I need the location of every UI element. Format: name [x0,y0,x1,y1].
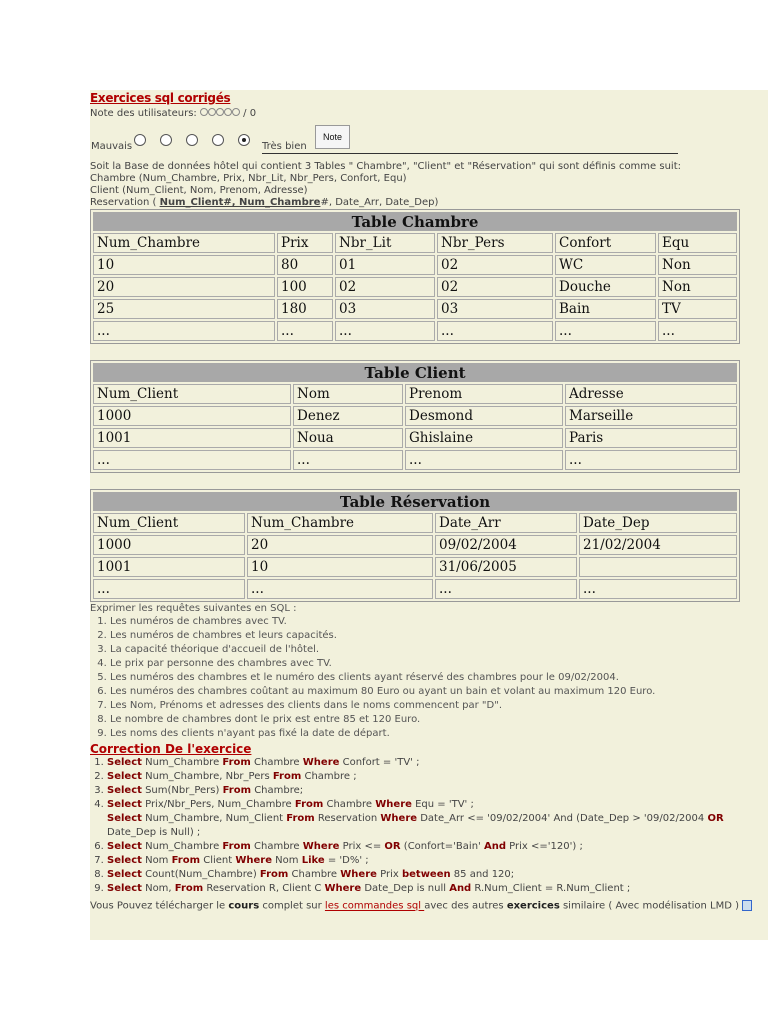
sql-text: Chambre; [251,785,304,796]
article [90,90,768,940]
table-cell: Bain [555,299,656,319]
sql-text: Nom [141,855,172,866]
table-cell: Noua [293,428,403,448]
table-header-row [93,233,737,253]
table-title: Table Chambre [93,212,737,231]
sql-keyword: From [222,841,251,852]
table-cell: 20 [93,277,275,297]
commandes-sql-link[interactable]: les commandes sql [324,900,425,912]
sql-keyword: From [294,799,324,810]
footer-part: complet sur [259,900,325,912]
sql-keyword: From [286,813,315,824]
table-cell: ... [335,321,435,341]
sql-keyword: And [449,883,472,894]
question-item: 8. Le nombre de chambres dont le prix est entre 85 et 120 Euro. [110,713,768,727]
sql-text: Date_Dep is null [361,883,450,894]
rating-high-label: Très bien [262,141,307,152]
table-cell: Num_Client [93,384,291,404]
table-cell: Marseille [565,406,737,426]
sql-keyword: From [171,855,201,866]
table-cell: 1001 [93,428,291,448]
answer-item [90,812,768,840]
table-client [90,360,740,473]
question-item: 5. Les numéros des chambres et le numéro des clients ayant réservé des chambres pour le 09/02/2004. [110,671,768,685]
sql-text: Chambre [250,841,303,852]
table-cell: 03 [335,299,435,319]
table-cell [579,557,737,577]
sql-text: Num_Chambre, Num_Client [141,813,287,824]
table-cell: 1001 [93,557,245,577]
footer-part: similaire ( Avec modélisation LMD ) [559,900,740,912]
sql-keyword: Select [107,771,142,782]
sql-text: Num_Chambre [141,757,223,768]
table-cell: 20 [247,535,433,555]
table-cell: Date_Arr [435,513,577,533]
question-item: 1. Les numéros de chambres avec TV. [110,615,768,629]
sql-keyword: Select [107,883,142,894]
sql-keyword: From [222,785,252,796]
table-header-row [93,513,737,533]
rating-radio-3[interactable] [186,134,198,146]
sql-text: R.Num_Client = R.Num_Client ; [471,883,631,894]
table-cell: ... [565,450,737,470]
sql-keyword: Select [107,757,142,768]
sql-keyword: Select [107,785,142,796]
correction-title: Correction De l'exercice [90,742,252,756]
table-row [93,557,737,577]
table-row [93,321,737,341]
answers-list [90,756,768,896]
table-cell: Nbr_Lit [335,233,435,253]
sql-keyword: From [259,869,289,880]
table-cell: ... [293,450,403,470]
sql-keyword: Where [375,799,412,810]
table-row [93,299,737,319]
footer-bold: exercices [506,900,560,912]
table-cell: Desmond [405,406,563,426]
table-cell: Nbr_Pers [437,233,553,253]
intro-line: Chambre (Num_Chambre, Prix, Nbr_Lit, Nbr_Pers, Confort, Equ) [90,173,407,184]
sql-keyword: And [483,841,506,852]
sql-text: Num_Chambre, Nbr_Pers [141,771,273,782]
answer-item [107,840,768,854]
sql-text: Sum(Nbr_Pers) [141,785,223,796]
table-chambre [90,209,740,344]
table-cell: Num_Client [93,513,245,533]
table-cell: 100 [277,277,333,297]
user-rating-label: Note des utilisateurs: [90,108,197,119]
sql-keyword: Select [107,799,142,810]
table-cell: 09/02/2004 [435,535,577,555]
page-title-link[interactable]: Exercices sql corrigés [90,91,231,105]
rating-radio-4[interactable] [212,134,224,146]
answer-item [107,770,768,784]
sql-text: Prix [376,869,402,880]
sql-text: 85 and 120; [450,869,515,880]
table-cell: Denez [293,406,403,426]
answer-item [107,798,768,812]
answer-item [107,784,768,798]
table-cell: WC [555,255,656,275]
sql-keyword: Where [340,869,377,880]
table-cell: 02 [437,255,553,275]
table-cell: ... [93,450,291,470]
table-cell: ... [437,321,553,341]
table-row [93,255,737,275]
sql-text: (Confort='Bain' [400,841,484,852]
footer-bold: cours [228,900,260,912]
table-cell: ... [93,321,275,341]
question-item: 7. Les Nom, Prénoms et adresses des clients dans le noms commencent par "D". [110,699,768,713]
table-cell: ... [658,321,737,341]
intro-text-part: Reservation ( [90,197,160,208]
note-submit-button[interactable]: Note [315,125,350,149]
sql-keyword: OR [707,813,724,824]
sql-text: Chambre [288,869,341,880]
answer-item [107,854,768,868]
table-cell: Date_Dep [579,513,737,533]
table-cell: Equ [658,233,737,253]
table-cell: Non [658,277,737,297]
table-cell: ... [435,579,577,599]
table-cell: 80 [277,255,333,275]
table-cell: Douche [555,277,656,297]
user-rating-summary [90,107,768,119]
answer-item [107,882,768,896]
footer-part: Vous Pouvez télécharger le [90,900,229,912]
sql-keyword: Select [107,855,142,866]
rating-form [90,119,768,161]
table-title: Table Réservation [93,492,737,511]
sql-text: Num_Chambre [141,841,223,852]
sql-keyword: Select [107,841,142,852]
table-cell: Non [658,255,737,275]
sql-text: Chambre ; [301,771,357,782]
sql-keyword: Where [302,841,340,852]
table-cell: ... [93,579,245,599]
rating-stars-icon [200,107,240,119]
sql-keyword: Where [380,813,418,824]
table-cell: 02 [335,277,435,297]
table-cell: Prix [277,233,333,253]
table-cell: ... [405,450,563,470]
table-cell: Num_Chambre [247,513,433,533]
user-rating-score: / 0 [243,108,257,119]
sql-text: Date_Dep is Null) ; [107,827,201,838]
sql-text: = 'D%' ; [324,855,369,866]
footer-part: avec des autres [424,900,507,912]
sql-keyword: From [272,771,302,782]
sql-keyword: between [401,869,451,880]
sql-text: Chambre [323,799,376,810]
rating-low-label: Mauvais [91,141,133,152]
table-cell: 10 [93,255,275,275]
sql-keyword: Select [107,869,142,880]
sql-keyword: Like [301,855,325,866]
answer-item [107,868,768,882]
sql-keyword: From [222,757,251,768]
rating-radio-1[interactable] [134,134,146,146]
table-cell: ... [277,321,333,341]
table-row [93,535,737,555]
sql-text: Prix <='120') ; [506,841,583,852]
table-reservation [90,489,740,602]
sql-text: Chambre [250,757,303,768]
sql-keyword: Where [302,757,340,768]
sql-text: Reservation R, Client C [203,883,325,894]
document-icon[interactable] [742,900,752,911]
sql-keyword: Where [324,883,362,894]
table-cell: ... [247,579,433,599]
table-cell: Confort [555,233,656,253]
table-cell: 02 [437,277,553,297]
table-cell: Prenom [405,384,563,404]
question-item: 3. La capacité théorique d'accueil de l'hôtel. [110,643,768,657]
table-cell: 31/06/2005 [435,557,577,577]
intro-line: Client (Num_Client, Nom, Prenom, Adresse) [90,185,308,196]
table-row [93,277,737,297]
table-cell: ... [555,321,656,341]
table-row [93,406,737,426]
rating-radio-2[interactable] [160,134,172,146]
table-cell: 01 [335,255,435,275]
questions-intro: Exprimer les requêtes suivantes en SQL : [90,603,297,614]
table-cell: ... [579,579,737,599]
table-row [93,428,737,448]
table-cell: 25 [93,299,275,319]
rating-radio-5[interactable] [238,134,250,146]
question-item: 2. Les numéros de chambres et leurs capacités. [110,629,768,643]
sql-keyword: Select [107,813,142,824]
table-cell: 21/02/2004 [579,535,737,555]
table-cell: Paris [565,428,737,448]
sql-text: Prix <= [339,841,385,852]
sql-text: Confort = 'TV' ; [339,757,420,768]
answer-item [107,756,768,770]
question-item: 6. Les numéros des chambres coûtant au maximum 80 Euro ou ayant un bain et volant au maximum 120 Euro. [110,685,768,699]
intro-text [90,161,768,209]
table-cell: 1000 [93,535,245,555]
table-cell: 1000 [93,406,291,426]
table-title: Table Client [93,363,737,382]
intro-text-part: #, Date_Arr, Date_Dep) [320,197,439,208]
table-cell: 03 [437,299,553,319]
sql-text: Date_Arr <= '09/02/2004' And (Date_Dep > '09/02/2004 [417,813,708,824]
sql-keyword: Where [235,855,272,866]
table-cell: Nom [293,384,403,404]
question-item: 9. Les noms des clients n'ayant pas fixé la date de départ. [110,727,768,741]
sql-text: Reservation [314,813,381,824]
divider [262,153,678,154]
questions-list [90,615,768,741]
sql-text: Client [200,855,236,866]
table-cell: Num_Chambre [93,233,275,253]
sql-text: Nom, [141,883,175,894]
intro-line: Soit la Base de données hôtel qui contient 3 Tables " Chambre", "Client" et "Réservation" qui sont définis comme suit: [90,161,681,172]
primary-key-text: Num_Client#, Num_Chambre [159,197,321,208]
question-item: 4. Le prix par personne des chambres avec TV. [110,657,768,671]
sql-text: Count(Num_Chambre) [141,869,260,880]
sql-keyword: OR [384,841,401,852]
intro-line-reservation [90,197,768,209]
sql-text: Equ = 'TV' ; [411,799,474,810]
sql-text: Prix/Nbr_Pers, Num_Chambre [141,799,295,810]
table-cell: 10 [247,557,433,577]
table-header-row [93,384,737,404]
table-cell: Adresse [565,384,737,404]
sql-text: Nom [272,855,302,866]
table-cell: Ghislaine [405,428,563,448]
table-cell: 180 [277,299,333,319]
sql-keyword: From [174,883,204,894]
footer-text [90,900,768,912]
table-cell: TV [658,299,737,319]
table-row [93,450,737,470]
table-row [93,579,737,599]
